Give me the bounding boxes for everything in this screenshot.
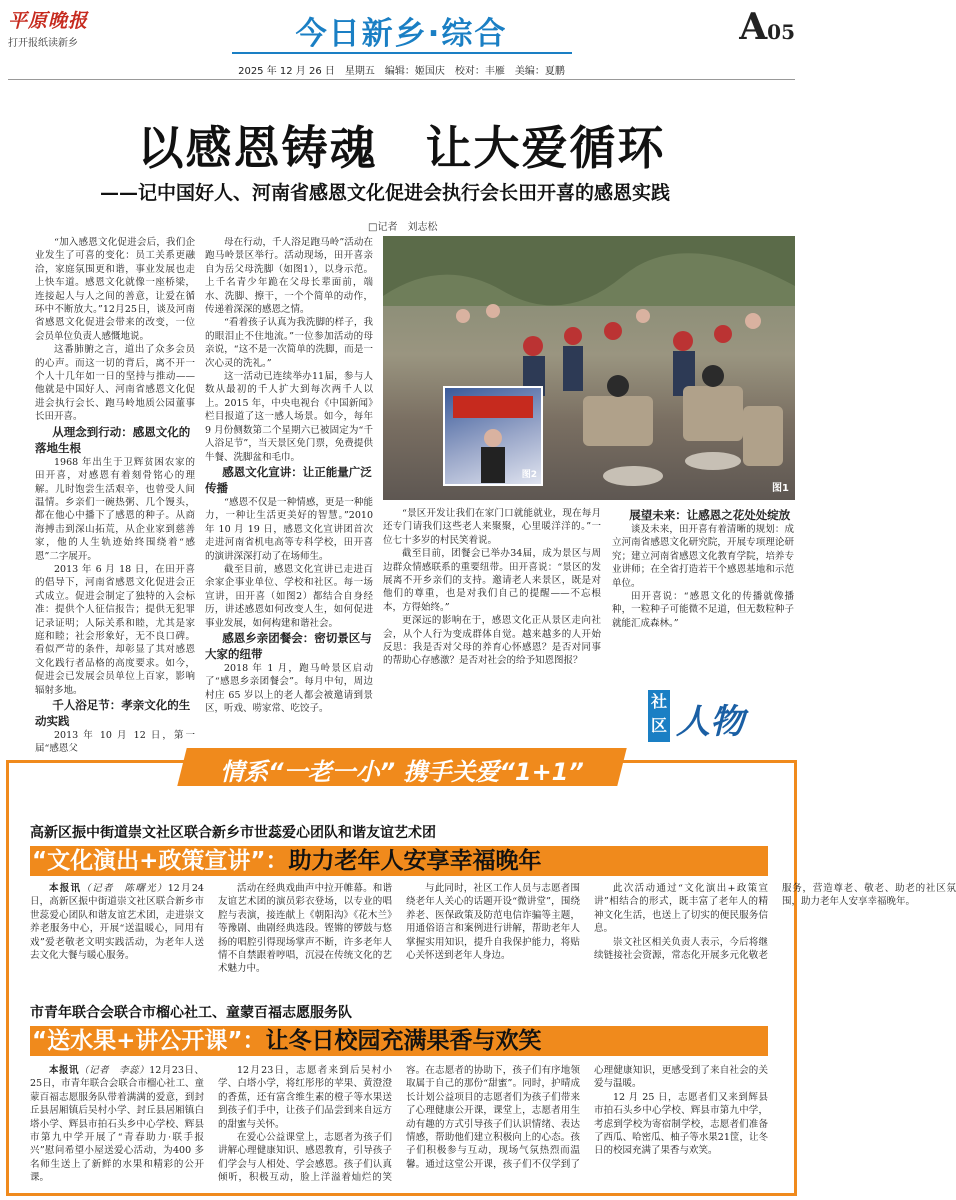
main-subtitle: ——记中国好人、河南省感恩文化促进会执行会长田开喜的感恩实践: [100, 182, 671, 204]
paragraph: 2013 年 10 月 12 日，第一届“感恩父: [35, 730, 195, 755]
story2-headline: [32, 1026, 542, 1056]
badge-char: 区: [650, 716, 667, 735]
headline-text: 助力老年人安享幸福晚年: [288, 848, 542, 874]
page-number: A05: [739, 6, 795, 48]
masthead-rule: [232, 52, 572, 54]
section-subhead: 千人浴足节：孝亲文化的生动实践: [35, 698, 191, 728]
paragraph: 在爱心公益课堂上，志愿者为孩子们讲解心理健康知识、感恩教育，引导孩子们学会与人相处、学会感恩。孩子们认真倾听，积极互动，脸上洋溢着灿烂的笑容。在志愿者的协助下，孩子们有序地领取属于自己的那份“甜蜜”。同时，护晴成长计划公益项目的志愿者们为孩子们带来了心理健康公开课，课堂上，志愿者用生动有趣的方式引导孩子们认识情绪、表达情感，帮助他们建立积极向上的心态。孩子们积极参与互动，现场气氛热烈而温馨。通过这堂公开课，孩子们不仅学到了心理健康知识，更感受到了来自社会的关爱与温暖。: [218, 1065, 768, 1184]
section-title: 今日新乡·综合: [295, 16, 508, 52]
paragraph: 本报讯（记者 陈曙光）12月24日，高新区振中街道崇文社区联合新乡市世蕊爱心团队和谐友谊艺术团，走进崇文养老服务中心，开展“送温暖心，同用有戏”爱老敬老文明实践活动，为老年人送去文化大餐与暖心服务。: [30, 883, 204, 962]
byline: □记者 刘志松: [368, 222, 438, 233]
photo-caption: 图1: [772, 483, 789, 494]
story1-headline: [32, 846, 542, 876]
story-byline: （记者 李蕊）: [79, 1065, 150, 1076]
headline-quote: “送水果+讲公开课”：: [32, 1028, 266, 1054]
feature-photo: [383, 236, 795, 500]
community-badge: [648, 688, 768, 746]
badge-char: 社: [650, 692, 667, 711]
story2-body: [30, 1064, 768, 1188]
paragraph: 截至目前，感恩文化宣讲已走进百余家企事业单位、学校和社区。每一场宣讲，田开喜（如图2）都结合自身经历，讲述感恩如何改变人生，如何促进事业发展，如何构建和谐社会。: [205, 563, 373, 629]
badge-title: 人物: [676, 702, 744, 742]
story2-kicker: 市青年联合会联合市榴心社工、童蒙百福志愿服务队: [30, 1005, 352, 1021]
dateline: 2025 年 12 月 26 日 星期五 编辑：姬国庆 校对：丰雁 美编：夏鹏: [238, 66, 565, 77]
paragraph: “感恩不仅是一种情感，更是一种能力，一种让生活更美好的智慧。”2010 年 10 月 19 日，感恩文化宣讲团首次走进河南省机电高等专科学校，田开喜的演讲深深打动了在场师生。: [205, 496, 373, 562]
story1-body: [30, 882, 956, 982]
paragraph: 1968 年出生于卫辉贫困农家的田开喜，对感恩有着刻骨铭心的理解。儿时饱尝生活艰辛，也曾受人间温情。乡亲们一碗热粥、几个馒头，都在他心中播下了感恩的种子。从商海搏击到深山拓荒，从企业家到慈善家，他的人生轨迹始终围绕着“感恩”二字展开。: [35, 456, 195, 562]
paragraph: 本报讯（记者 李蕊）12月23日、25日，市青年联合会联合市榴心社工、童蒙百福志愿服务队带着满满的爱意，到封丘县居厢镇后吴村小学、封丘县居厢镇白塔小学、辉县市拍石头乡中心学校、辉县市第九中学开展了“青春助力·联手报兴”慰问希望小屋送爱心活动，为400 多名师生送上了新鲜的水果和精彩的公开课。: [30, 1065, 204, 1184]
paragraph: 2013 年 6 月 18 日，在田开喜的倡导下，河南省感恩文化促进会正式成立。促进会制定了独特的入会标准：提供个人征信报告；提供无犯罪记录证明；人际关系和睦，尤其是家庭和睦；社会形象好，无不良口碑。看似严苛的条件，却彰显了其对感恩文化践行者品格的高度要求。如今，促进会已发展会员单位上百家，影响辐射多地。: [35, 563, 195, 696]
paragraph: 此次活动通过“文化演出+政策宣讲”相结合的形式，既丰富了老年人的精神文化生活，也送上了切实的便民服务信息。: [594, 883, 768, 935]
story1-kicker: 高新区振中街道崇文社区联合新乡市世蕊爱心团队和谐友谊艺术团: [30, 825, 436, 841]
article-column-2: [205, 236, 373, 766]
headline-text: 让冬日校园充满果香与欢笑: [265, 1028, 542, 1054]
paragraph: 与此同时，社区工作人员与志愿者围绕老年人关心的话题开设“微讲堂”，围绕养老、医保政策及防范电信诈骗等主题，用通俗语言和案例进行讲解，帮助老年人掌握实用知识，提升自我保护能力，将贴心关怀送到老年人身边。: [406, 883, 580, 962]
section-subhead: 感恩文化宣讲：让正能量广泛传播: [205, 464, 372, 495]
paragraph: 12 月 25 日，志愿者们又来到辉县市拍石头乡中心学校、辉县市第九中学，考虑到学校为寄宿制学校，志愿者们准备了西瓜、哈密瓜、柚子等水果21筐，让冬日的校园充满了果香与欢笑。: [594, 1091, 768, 1157]
paragraph: 田开喜说：“感恩文化的传播就像播种，一粒种子可能微不足道，但无数粒种子就能汇成森林。”: [612, 591, 794, 629]
article-column-1: [35, 236, 195, 766]
paragraph: 母在行动，千人浴足跑马岭”活动在跑马岭景区举行。活动现场，田开喜亲自为岳父母洗脚（如图1），以身示范。上千名青少年跪在父母长辈面前，端水、洗脚、擦干，一个个简单的动作，传递着深深的感恩之情。: [205, 237, 373, 316]
lead-label: 本报讯: [49, 1065, 80, 1076]
section-subhead: 从理念到行动：感恩文化的落地生根: [35, 424, 191, 455]
paragraph: 2018 年 1 月，跑马岭景区启动了“感恩乡亲团餐会”。每月中旬，周边村庄 65 岁以上的老人都会被邀请到景区，听戏、唠家常、吃饺子。: [205, 662, 373, 715]
inset-photo: [443, 386, 543, 486]
paragraph: “景区开发让我们在家门口就能就业，现在每月还专门请我们这些老人来聚聚，心里暖洋洋的。”一位七十多岁的村民笑着说。: [383, 508, 601, 546]
section-subhead: 感恩乡亲团餐会：密切景区与大家的纽带: [205, 630, 372, 661]
divider: [8, 79, 795, 80]
section-subhead: 展望未来：让感恩之花处处绽放: [629, 508, 791, 522]
slogan: 打开报纸读新乡: [8, 38, 78, 49]
paragraph: 活动在经典戏曲声中拉开帷幕。和谐友谊艺术团的演员彩衣登场，以专业的唱腔与表演，接连献上《朝阳沟》《花木兰》等豫剧、曲剧经典选段。铿锵的锣鼓与悠扬的唱腔引得现场掌声不断，许多老年人情不自禁跟着哼唱，沉浸在传统文化的艺术魅力中。: [218, 883, 392, 975]
paragraph: 12月23日，志愿者来到后吴村小学、白塔小学，将红彤彤的苹果、黄澄澄的香蕉，还有富含维生素的橙子等水果送到孩子们手中，让孩子们品尝到来自远方的甜蜜与关怀。: [218, 1065, 392, 1130]
paragraph: 这番肺腑之言，道出了众多会员的心声。而这一切的背后，离不开一个人十几年如一日的坚持与推动——他就是中国好人、河南省感恩文化促进会执行会长、跑马岭地质公园董事长田开喜。: [35, 344, 195, 423]
paragraph: 谈及未来，田开喜有着清晰的规划：成立河南省感恩文化研究院，开展专项理论研究；建立河南省感恩文化教育学院，培养专业讲师；在全省打造若干个感恩基地和示范单位。: [612, 524, 794, 589]
inset-caption: 图2: [521, 470, 537, 480]
newspaper-logo: 平原晚报 打开报纸读新乡: [8, 6, 118, 49]
story-byline: （记者 陈曙光）: [81, 883, 168, 894]
banner-title: 情系“一老一小” 携手关爱“1+1”: [220, 758, 584, 786]
paragraph: 更深远的影响在于，感恩文化正从景区走向社会，从个人行为变成群体自觉。越来越多的人开始反思：我是否对父母的养育心怀感恩？是否对同事的帮助心存感激？是否对社会的给予知恩图报？: [383, 615, 601, 667]
paragraph: “看着孩子认真为我洗脚的样子，我的眼泪止不住地流。”一位参加活动的母亲说，“这不是一次简单的洗脚，而是一次心灵的洗礼。”: [205, 317, 373, 369]
paragraph: 这一活动已连续举办11届，参与人数从最初的千人扩大到每次两千人以上。2015 年，中央电视台《中国新闻》栏目报道了这一感人场景。如今，每年 9 月份侧数第二个星期六已被固定为“千人浴足节”，当天景区免门票，免费提供牛餐、洗脚盆和毛巾。: [205, 371, 373, 463]
article-column-4: [612, 507, 794, 667]
headline-quote: “文化演出+政策宣讲”：: [32, 848, 289, 874]
main-headline: 以感恩铸魂 让大爱循环: [137, 121, 666, 175]
lead-label: 本报讯: [49, 883, 82, 894]
article-column-3: [383, 507, 601, 767]
paragraph: 截至目前，团餐会已举办34届，成为景区与周边群众情感联系的重要纽带。田开喜说：“景区的发展离不开乡亲们的支持。邀请老人来景区，既是对他们的尊重，也是对我们自己的提醒——不忘根本，方得始终。”: [383, 548, 601, 613]
paragraph: “加入感恩文化促进会后，我们企业发生了可喜的变化：员工关系更融洽，家庭氛围更和谐，事业发展也走上快车道。感恩文化就像一座桥梁，连接起人与人之间的善意，让爱在循环中不断放大。”12月25日，谈及河南省感恩文化促进会带来的改变，一位会员单位负责人感慨地说。: [35, 237, 195, 342]
paragraph: 崇文社区相关负责人表示，今后将继续链接社会资源，常态化开展多元化敬老服务，营造尊老、敬老、助老的社区氛围，助力老年人安享幸福晚年。: [594, 883, 956, 962]
